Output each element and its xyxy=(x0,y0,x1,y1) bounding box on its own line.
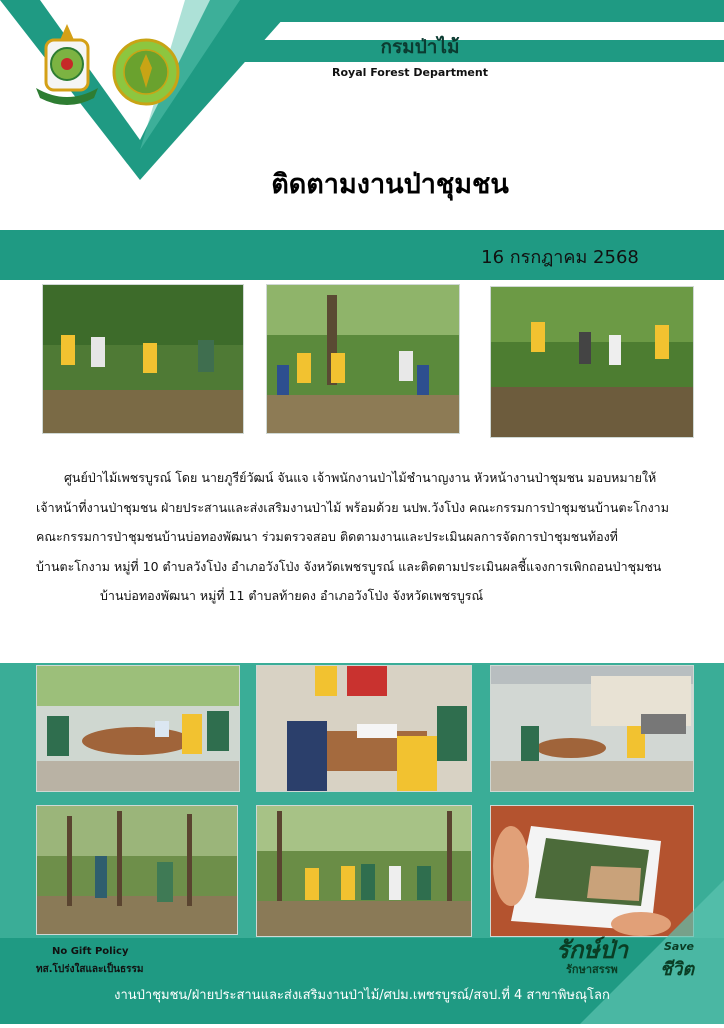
photo-meeting-3 xyxy=(490,665,694,792)
campaign-logo-life: ชีวิต xyxy=(660,959,695,980)
photo-forest-survey-1 xyxy=(36,805,238,935)
transparency-label: ทส.โปร่งใสและเป็นธรรม xyxy=(36,964,144,975)
body-line-1: ศูนย์ป่าไม้เพชรบูรณ์ โดย นายภูรีย์วัฒน์ จันแจ เจ้าพนักงานป่าไม้ชำนาญงาน หัวหน้างานป่าชุมชน มอบหมายให้ xyxy=(64,470,657,485)
campaign-logo-main: รักษ์ป่า xyxy=(556,936,628,964)
body-line-2: เจ้าหน้าที่งานป่าชุมชน ฝ่ายประสานและส่งเสริมงานป่าไม้ พร้อมด้วย นปพ.วังโป่ง คณะกรรมการป่าชุมชนบ้านตะโกงาม xyxy=(36,500,669,515)
page-title: ติดตามงานป่าชุมชน xyxy=(271,169,509,200)
body-line-5: บ้านบ่อทองพัฒนา หมู่ที่ 11 ตำบลท้ายดง อำเภอวังโป่ง จังหวัดเพชรบูรณ์ xyxy=(100,588,484,603)
department-name-thai: กรมป่าไม้ xyxy=(380,36,460,58)
footer-unit-line: งานป่าชุมชน/ฝ่ายประสานและส่งเสริมงานป่าไม้/ศปม.เพชรบูรณ์/สจป.ที่ 4 สาขาพิษณุโลก xyxy=(114,988,610,1003)
body-line-4: บ้านตะโกงาม หมู่ที่ 10 ตำบลวังโป่ง อำเภอวังโป่ง จังหวัดเพชรบูรณ์ และติดตามประเมินผลชี้แจงการเพิกถอนป่าชุมชน xyxy=(36,559,662,574)
campaign-logo-sub: รักษาสรรพ xyxy=(566,963,618,976)
photo-field-team-2 xyxy=(266,284,460,434)
photo-meeting-2 xyxy=(256,665,472,792)
forest-department-emblem xyxy=(32,22,102,108)
photo-meeting-1 xyxy=(36,665,240,792)
report-date: 16 กรกฎาคม 2568 xyxy=(481,247,639,268)
royal-forest-department-seal xyxy=(112,38,180,106)
body-line-3: คณะกรรมการป่าชุมชนบ้านบ่อทองพัฒนา ร่วมตรวจสอบ ติดตามงานและประเมินผลการจัดการป่าชุมชนท้องที่ xyxy=(36,529,618,544)
photo-forest-survey-2 xyxy=(256,805,472,937)
campaign-logo-save: Save xyxy=(664,940,694,953)
department-name-english: Royal Forest Department xyxy=(332,66,488,79)
photo-field-team-1 xyxy=(42,284,244,434)
header-decoration xyxy=(0,0,724,180)
photo-field-team-3 xyxy=(490,286,694,438)
no-gift-policy-label: No Gift Policy xyxy=(52,946,129,957)
